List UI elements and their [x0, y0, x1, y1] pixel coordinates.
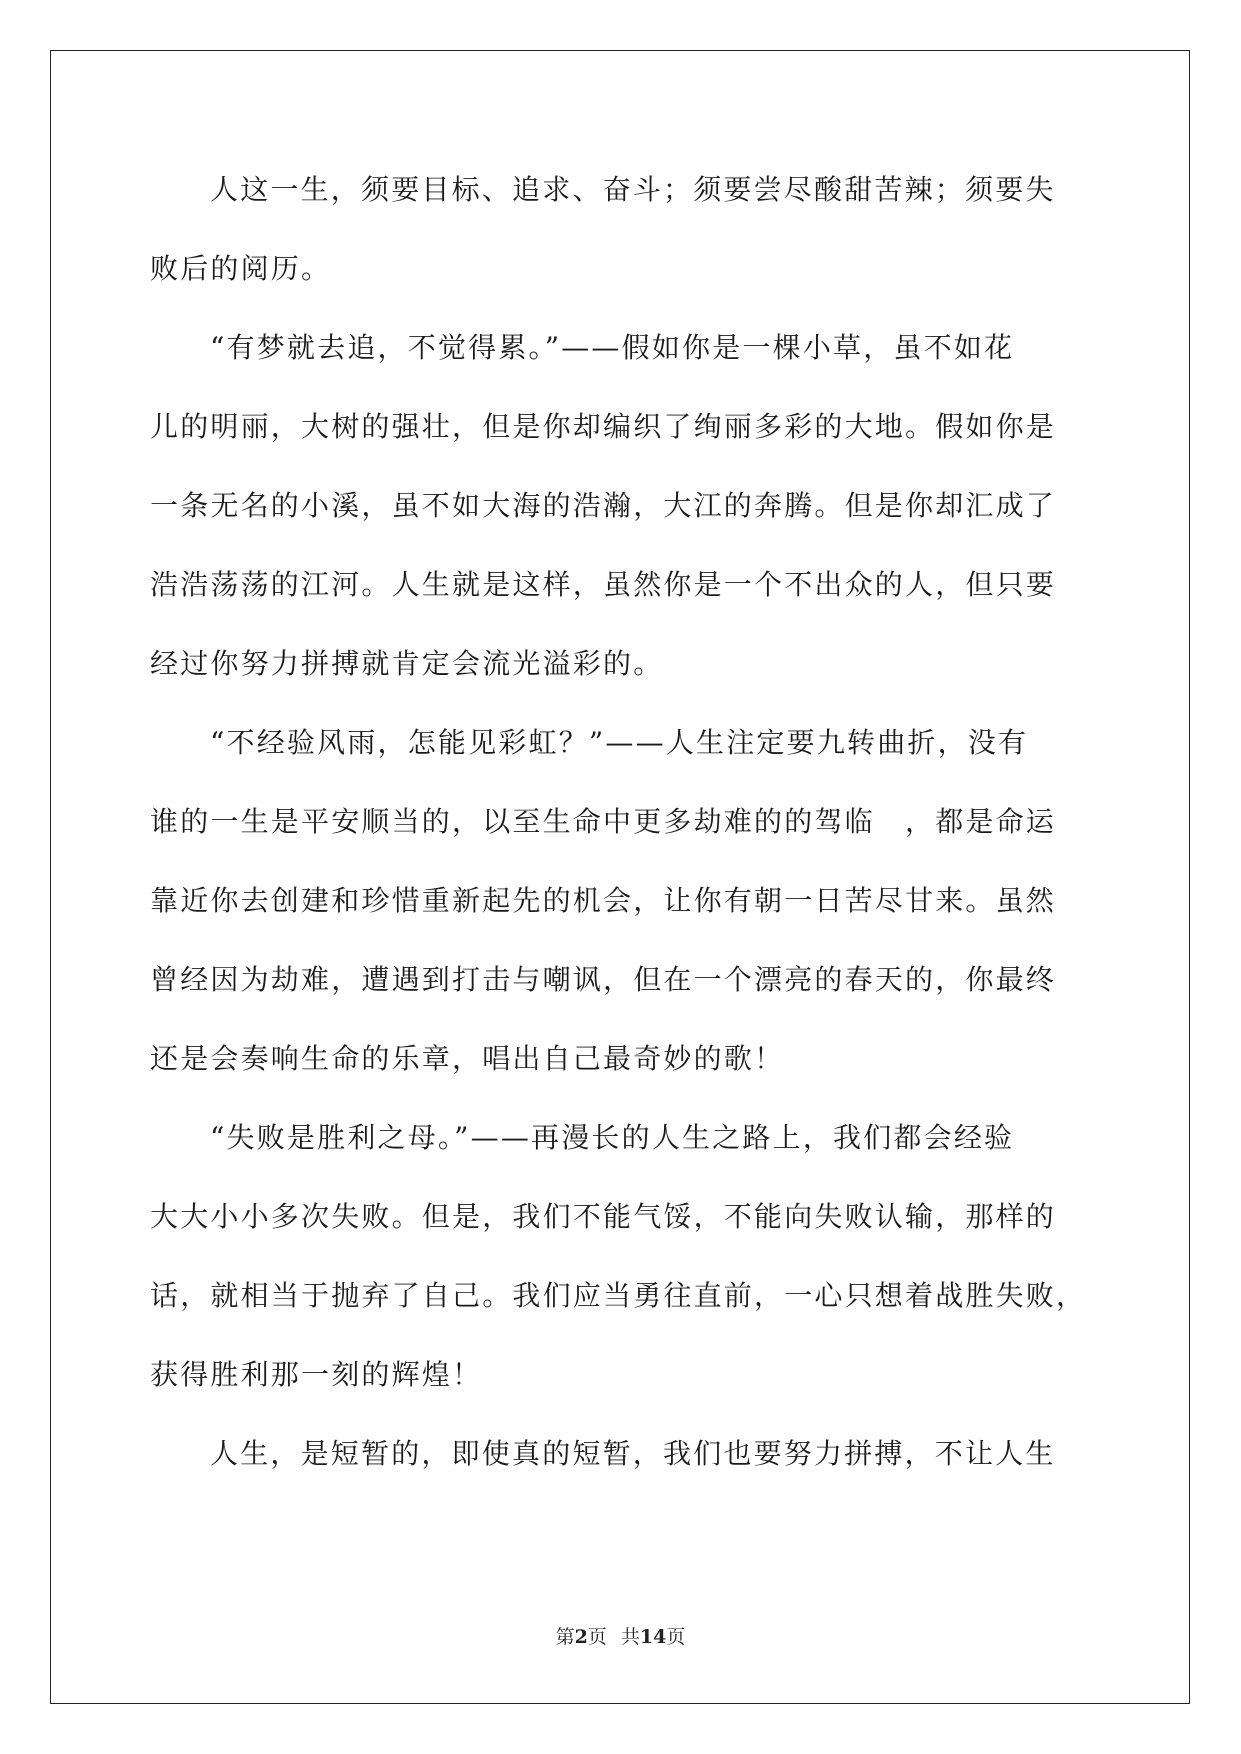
- page-total-prefix: 共: [620, 1626, 640, 1648]
- page-number-suffix: 页: [587, 1626, 607, 1648]
- text-line: 靠近你去创建和珍惜重新起先的机会，让你有朝一日苦尽甘来。虽然: [150, 884, 1057, 917]
- text-line: 还是会奏响生命的乐章，唱出自己最奇妙的歌！: [150, 1042, 785, 1075]
- text-line: 人这一生，须要目标、追求、奋斗；须要尝尽酸甜苦辣；须要失: [210, 173, 1056, 206]
- text-line: “失败是胜利之母。”——再漫长的人生之路上，我们都会经验: [210, 1121, 1015, 1154]
- page-number-current: 2: [574, 1626, 588, 1648]
- page-total: 14: [639, 1626, 667, 1648]
- text-line: 经过你努力拼搏就肯定会流光溢彩的。: [150, 647, 664, 680]
- text-line: 话，就相当于抛弃了自己。我们应当勇往直前，一心只想着战胜失败，: [150, 1279, 1087, 1312]
- text-line: 获得胜利那一刻的辉煌！: [150, 1358, 483, 1391]
- text-line: 曾经因为劫难，遭遇到打击与嘲讽，但在一个漂亮的春天的，你最终: [150, 963, 1057, 996]
- text-line: 一条无名的小溪，虽不如大海的浩瀚，大江的奔腾。但是你却汇成了: [150, 489, 1057, 522]
- text-line: 浩浩荡荡的江河。人生就是这样，虽然你是一个不出众的人，但只要: [150, 568, 1057, 601]
- text-line: 谁的一生是平安顺当的，以至生命中更多劫难的的驾临 ，都是命运: [150, 805, 1057, 838]
- page-footer: [0, 1622, 1241, 1649]
- text-line: 儿的明丽，大树的强壮，但是你却编织了绚丽多彩的大地。假如你是: [150, 410, 1057, 443]
- page-total-suffix: 页: [666, 1626, 686, 1648]
- text-line: 大大小小多次失败。但是，我们不能气馁，不能向失败认输，那样的: [150, 1200, 1057, 1233]
- page-number-prefix: 第: [555, 1626, 575, 1648]
- text-line: 败后的阅历。: [150, 252, 332, 285]
- text-line: “不经验风雨，怎能见彩虹？”——人生注定要九转曲折，没有: [210, 726, 1029, 759]
- document-body: [150, 160, 1090, 1503]
- text-line: “有梦就去追，不觉得累。”——假如你是一棵小草，虽不如花: [210, 331, 1015, 364]
- text-line: 人生，是短暂的，即使真的短暂，我们也要努力拼搏，不让人生: [210, 1437, 1056, 1470]
